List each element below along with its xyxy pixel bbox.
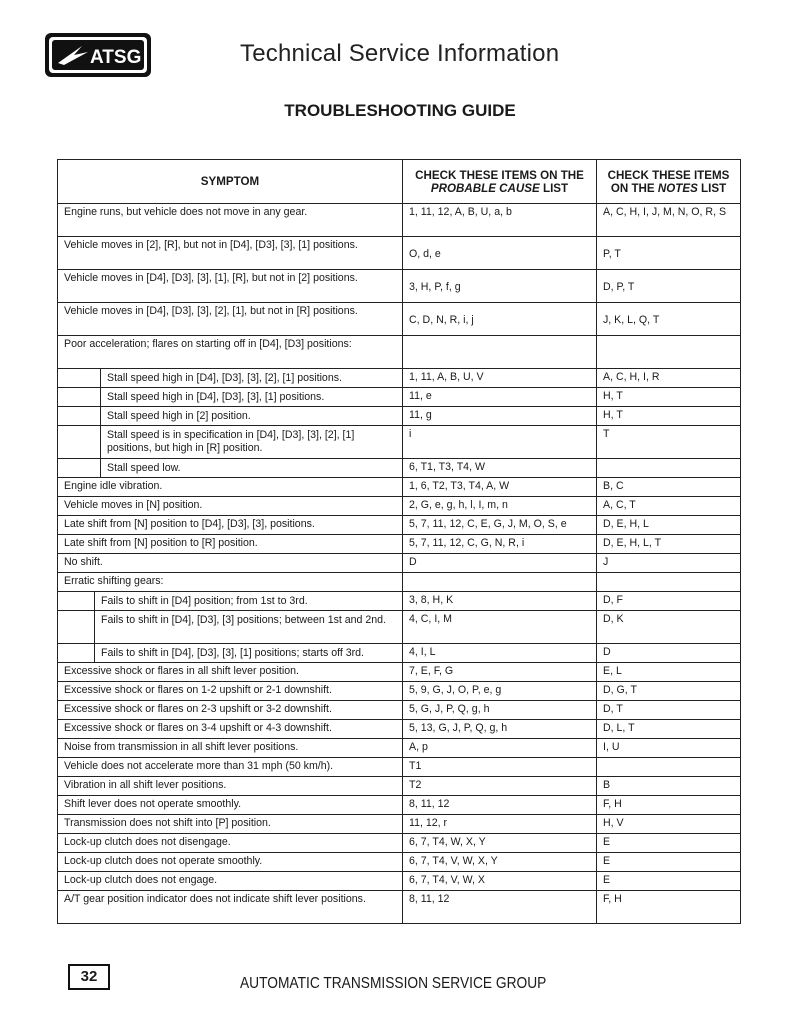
table-row — [58, 459, 741, 478]
table-row — [58, 644, 741, 663]
cause-cell: 6, 7, T4, W, X, Y — [403, 834, 597, 853]
cause-cell: 1, 6, T2, T3, T4, A, W — [403, 478, 597, 497]
table-row — [58, 270, 741, 303]
cause-cell: 8, 11, 12 — [403, 891, 597, 924]
notes-cell: D, P, T — [597, 270, 741, 303]
cause-cell — [403, 573, 597, 592]
header-notes-line1: CHECK THESE ITEMS — [607, 168, 730, 182]
notes-cell: E — [597, 853, 741, 872]
table-row — [58, 303, 741, 336]
symptom-cell: Stall speed low. — [100, 459, 398, 477]
symptom-cell: Vehicle moves in [D4], [D3], [3], [1], [R], but not in [2] positions. — [58, 270, 403, 303]
footer-org: AUTOMATIC TRANSMISSION SERVICE GROUP — [240, 975, 547, 992]
symptom-cell: Stall speed high in [D4], [D3], [3], [1] positions. — [100, 388, 398, 406]
notes-cell: E — [597, 834, 741, 853]
notes-cell — [597, 336, 741, 369]
cause-cell — [403, 336, 597, 369]
table-row — [58, 701, 741, 720]
troubleshooting-table — [57, 159, 741, 924]
table-row — [58, 891, 741, 924]
cause-cell: i — [403, 426, 597, 459]
notes-cell: D, F — [597, 592, 741, 611]
notes-cell: I, U — [597, 739, 741, 758]
notes-cell: T — [597, 426, 741, 459]
header-notes-line2: ON THE — [610, 181, 658, 195]
symptom-cell: Stall speed high in [D4], [D3], [3], [2], [1] positions. — [100, 369, 398, 387]
table-row — [58, 663, 741, 682]
table-row — [58, 720, 741, 739]
notes-cell: D, K — [597, 611, 741, 644]
symptom-subcell — [58, 459, 403, 478]
symptom-cell: Excessive shock or flares on 2-3 upshift or 3-2 downshift. — [58, 701, 403, 720]
cause-cell: 3, H, P, f, g — [403, 270, 597, 303]
header-symptom: SYMPTOM — [58, 160, 403, 204]
cause-cell: 11, e — [403, 388, 597, 407]
logo-text: ATSG — [90, 47, 142, 68]
table-header-row — [58, 160, 741, 204]
table-row — [58, 758, 741, 777]
header-cause-line3: LIST — [539, 181, 569, 195]
page-number: 32 — [68, 964, 110, 990]
table-row — [58, 369, 741, 388]
symptom-cell: Fails to shift in [D4], [D3], [3] positions; between 1st and 2nd. — [94, 611, 398, 643]
symptom-cell: Vehicle moves in [2], [R], but not in [D4], [D3], [3], [1] positions. — [58, 237, 403, 270]
symptom-cell: Lock-up clutch does not operate smoothly. — [58, 853, 403, 872]
header-cause-line1: CHECK THESE ITEMS ON THE — [415, 168, 584, 182]
symptom-cell: Shift lever does not operate smoothly. — [58, 796, 403, 815]
symptom-cell: Excessive shock or flares on 3-4 upshift or 4-3 downshift. — [58, 720, 403, 739]
symptom-subcell — [58, 611, 403, 644]
notes-cell: P, T — [597, 237, 741, 270]
notes-cell: A, C, H, I, R — [597, 369, 741, 388]
table-row — [58, 426, 741, 459]
symptom-subcell — [58, 592, 403, 611]
table-row — [58, 478, 741, 497]
table-row — [58, 388, 741, 407]
notes-cell: A, C, H, I, J, M, N, O, R, S — [597, 204, 741, 237]
cause-cell: 5, G, J, P, Q, g, h — [403, 701, 597, 720]
symptom-cell: Excessive shock or flares on 1-2 upshift or 2-1 downshift. — [58, 682, 403, 701]
cause-cell: 8, 11, 12 — [403, 796, 597, 815]
notes-cell: B — [597, 777, 741, 796]
cause-cell: A, p — [403, 739, 597, 758]
symptom-cell: Vibration in all shift lever positions. — [58, 777, 403, 796]
table-row — [58, 237, 741, 270]
cause-cell: 2, G, e, g, h, l, I, m, n — [403, 497, 597, 516]
notes-cell: H, T — [597, 388, 741, 407]
notes-cell — [597, 459, 741, 478]
notes-cell: E — [597, 872, 741, 891]
cause-cell: 1, 11, 12, A, B, U, a, b — [403, 204, 597, 237]
cause-cell: 5, 9, G, J, O, P, e, g — [403, 682, 597, 701]
header-notes-line4: LIST — [697, 181, 727, 195]
notes-cell: F, H — [597, 891, 741, 924]
table-row — [58, 573, 741, 592]
notes-cell: D, G, T — [597, 682, 741, 701]
cause-cell: 4, I, L — [403, 644, 597, 663]
notes-cell: D, E, H, L — [597, 516, 741, 535]
table-row — [58, 497, 741, 516]
cause-cell: D — [403, 554, 597, 573]
symptom-cell: Fails to shift in [D4] position; from 1st to 3rd. — [94, 592, 398, 610]
symptom-cell: Engine idle vibration. — [58, 478, 403, 497]
header-notes-line3: NOTES — [657, 181, 698, 195]
symptom-cell: Noise from transmission in all shift lever positions. — [58, 739, 403, 758]
symptom-cell: Vehicle moves in [N] position. — [58, 497, 403, 516]
guide-title: TROUBLESHOOTING GUIDE — [284, 101, 516, 120]
symptom-cell: Late shift from [N] position to [D4], [D3], [3], positions. — [58, 516, 403, 535]
notes-cell: D, E, H, L, T — [597, 535, 741, 554]
table-row — [58, 516, 741, 535]
notes-cell: D, L, T — [597, 720, 741, 739]
notes-cell: E, L — [597, 663, 741, 682]
cause-cell: 4, C, I, M — [403, 611, 597, 644]
symptom-cell: No shift. — [58, 554, 403, 573]
notes-cell: J — [597, 554, 741, 573]
table-row — [58, 535, 741, 554]
table-row — [58, 204, 741, 237]
header-probable-cause — [403, 160, 597, 204]
symptom-cell: Late shift from [N] position to [R] position. — [58, 535, 403, 554]
cause-cell: T2 — [403, 777, 597, 796]
page-header-title: Technical Service Information — [240, 40, 560, 67]
notes-cell: H, T — [597, 407, 741, 426]
table-row — [58, 834, 741, 853]
cause-cell: 7, E, F, G — [403, 663, 597, 682]
table-row — [58, 815, 741, 834]
notes-cell: D — [597, 644, 741, 663]
notes-cell: H, V — [597, 815, 741, 834]
table-row — [58, 611, 741, 644]
table-row — [58, 872, 741, 891]
symptom-cell: Transmission does not shift into [P] position. — [58, 815, 403, 834]
cause-cell: 1, 11, A, B, U, V — [403, 369, 597, 388]
table-row — [58, 853, 741, 872]
notes-cell: F, H — [597, 796, 741, 815]
cause-cell: 6, 7, T4, V, W, X, Y — [403, 853, 597, 872]
symptom-cell: Poor acceleration; flares on starting off in [D4], [D3] positions: — [58, 336, 403, 369]
cause-cell: 5, 7, 11, 12, C, E, G, J, M, O, S, e — [403, 516, 597, 535]
atsg-logo — [44, 32, 152, 78]
symptom-cell: A/T gear position indicator does not indicate shift lever positions. — [58, 891, 403, 924]
symptom-cell: Stall speed high in [2] position. — [100, 407, 398, 425]
notes-cell — [597, 758, 741, 777]
notes-cell: J, K, L, Q, T — [597, 303, 741, 336]
table-row — [58, 739, 741, 758]
table-row — [58, 592, 741, 611]
symptom-cell: Lock-up clutch does not disengage. — [58, 834, 403, 853]
symptom-subcell — [58, 388, 403, 407]
symptom-cell: Erratic shifting gears: — [58, 573, 403, 592]
cause-cell: 11, g — [403, 407, 597, 426]
symptom-subcell — [58, 644, 403, 663]
table-row — [58, 682, 741, 701]
notes-cell: B, C — [597, 478, 741, 497]
cause-cell: T1 — [403, 758, 597, 777]
table-row — [58, 554, 741, 573]
cause-cell: 6, T1, T3, T4, W — [403, 459, 597, 478]
cause-cell: 3, 8, H, K — [403, 592, 597, 611]
table-row — [58, 796, 741, 815]
table-row — [58, 336, 741, 369]
cause-cell: 6, 7, T4, V, W, X — [403, 872, 597, 891]
symptom-cell: Engine runs, but vehicle does not move in any gear. — [58, 204, 403, 237]
cause-cell: 5, 7, 11, 12, C, G, N, R, i — [403, 535, 597, 554]
symptom-cell: Vehicle moves in [D4], [D3], [3], [2], [1], but not in [R] positions. — [58, 303, 403, 336]
symptom-subcell — [58, 426, 403, 459]
symptom-cell: Stall speed is in specification in [D4], [D3], [3], [2], [1] positions, but high in [R] position. — [100, 426, 398, 458]
cause-cell: 11, 12, r — [403, 815, 597, 834]
header-notes — [597, 160, 741, 204]
cause-cell: 5, 13, G, J, P, Q, g, h — [403, 720, 597, 739]
symptom-subcell — [58, 369, 403, 388]
notes-cell — [597, 573, 741, 592]
cause-cell: O, d, e — [403, 237, 597, 270]
header-cause-line2: PROBABLE CAUSE — [430, 181, 540, 195]
table-row — [58, 777, 741, 796]
cause-cell: C, D, N, R, i, j — [403, 303, 597, 336]
symptom-subcell — [58, 407, 403, 426]
notes-cell: D, T — [597, 701, 741, 720]
symptom-cell: Fails to shift in [D4], [D3], [3], [1] positions; starts off 3rd. — [94, 644, 398, 662]
table-row — [58, 407, 741, 426]
symptom-cell: Excessive shock or flares in all shift lever position. — [58, 663, 403, 682]
notes-cell: A, C, T — [597, 497, 741, 516]
symptom-cell: Vehicle does not accelerate more than 31 mph (50 km/h). — [58, 758, 403, 777]
symptom-cell: Lock-up clutch does not engage. — [58, 872, 403, 891]
